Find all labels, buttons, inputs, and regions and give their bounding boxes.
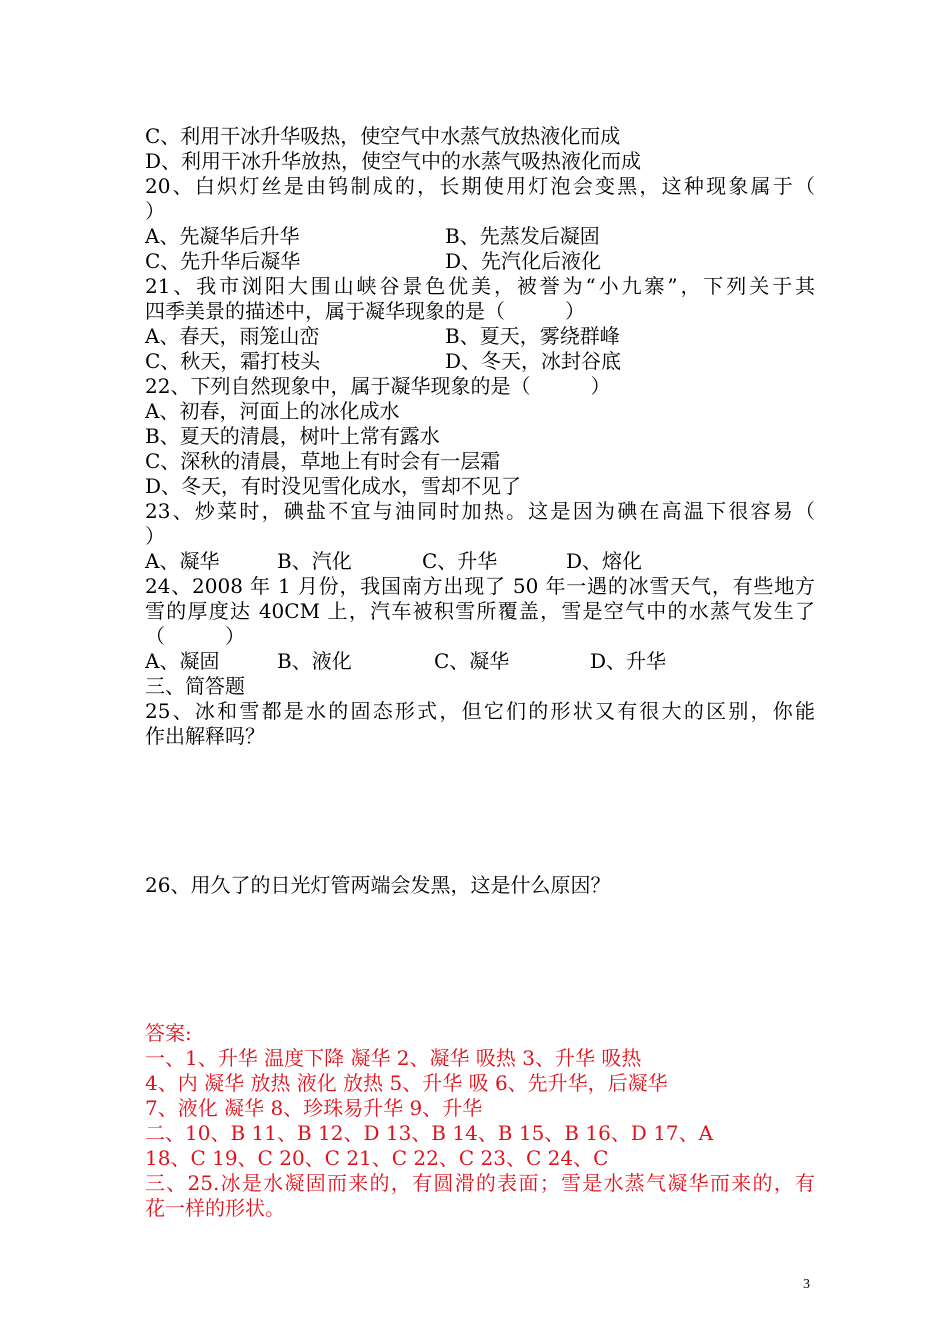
q20-option-c: C、先升华后凝华 — [145, 249, 301, 273]
q20-option-d: D、先汽化后液化 — [445, 249, 602, 273]
answer-line-1: 一、1、升华 温度下降 凝华 2、凝华 吸热 3、升华 吸热 — [145, 1046, 642, 1070]
q24-option-c: C、凝华 — [434, 649, 510, 673]
q21-text-line2: 四季美景的描述中，属于凝华现象的是（ ） — [145, 299, 585, 323]
q21-option-a: A、春天，雨笼山峦 — [145, 324, 320, 348]
answer-line-3: 7、液化 凝华 8、珍珠易升华 9、升华 — [145, 1096, 483, 1120]
q24-option-d: D、升华 — [590, 649, 667, 673]
q20-text-line1: 20、白炽灯丝是由钨制成的，长期使用灯泡会变黑，这种现象属于（ — [145, 174, 815, 198]
answer-line-5: 18、C 19、C 20、C 21、C 22、C 23、C 24、C — [145, 1146, 609, 1170]
answer-line-6: 三、25.冰是水凝固而来的，有圆滑的表面；雪是水蒸气凝华而来的，有 — [145, 1171, 815, 1195]
q21-text-line1: 21、我市浏阳大围山峡谷景色优美，被誉为“小九寨”，下列关于其 — [145, 274, 815, 298]
page-number: 3 — [803, 1277, 810, 1292]
q24-option-a: A、凝固 — [145, 649, 220, 673]
q22-text: 22、下列自然现象中，属于凝华现象的是（ ） — [145, 374, 611, 398]
answer-line-4: 二、10、B 11、B 12、D 13、B 14、B 15、B 16、D 17、A — [145, 1121, 714, 1145]
q23-text-line1: 23、炒菜时，碘盐不宜与油同时加热。这是因为碘在高温下很容易（ — [145, 499, 815, 523]
q23-text-line2: ） — [145, 524, 165, 548]
q19-option-c: C、利用干冰升华吸热，使空气中水蒸气放热液化而成 — [145, 124, 621, 148]
q21-options-row1 — [145, 324, 815, 349]
answer-title: 答案: — [145, 1021, 192, 1045]
q23-option-d: D、熔化 — [566, 549, 643, 573]
q23-option-b: B、汽化 — [277, 549, 352, 573]
section-3-heading: 三、简答题 — [145, 674, 245, 698]
q24-text-line2: 雪的厚度达 40CM 上，汽车被积雪所覆盖，雪是空气中的水蒸气发生了 — [145, 599, 815, 623]
q22-option-a: A、初春，河面上的冰化成水 — [145, 399, 400, 423]
q20-option-a: A、先凝华后升华 — [145, 224, 300, 248]
answer-line-2: 4、内 凝华 放热 液化 放热 5、升华 吸 6、先升华，后凝华 — [145, 1071, 668, 1095]
q21-option-b: B、夏天，雾绕群峰 — [445, 324, 620, 348]
q25-text-line2: 作出解释吗？ — [145, 724, 265, 748]
q22-option-d: D、冬天，有时没见雪化成水，雪却不见了 — [145, 474, 522, 498]
q19-option-d: D、利用干冰升华放热，使空气中的水蒸气吸热液化而成 — [145, 149, 642, 173]
q24-option-b: B、液化 — [277, 649, 352, 673]
q26-text: 26、用久了的日光灯管两端会发黑，这是什么原因？ — [145, 873, 611, 897]
q24-text-line3: （ ） — [145, 624, 245, 648]
q24-text-line1: 24、2008 年 1 月份，我国南方出现了 50 年一遇的冰雪天气，有些地方 — [145, 574, 815, 598]
q21-options-row2 — [145, 349, 815, 374]
q20-options-row1 — [145, 224, 815, 249]
q25-text-line1: 25、冰和雪都是水的固态形式，但它们的形状又有很大的区别，你能 — [145, 699, 815, 723]
q22-option-b: B、夏天的清晨，树叶上常有露水 — [145, 424, 440, 448]
q20-option-b: B、先蒸发后凝固 — [445, 224, 600, 248]
q23-option-a: A、凝华 — [145, 549, 220, 573]
q23-option-c: C、升华 — [422, 549, 498, 573]
q20-text-line2: ） — [145, 199, 165, 223]
q21-option-d: D、冬天，冰封谷底 — [445, 349, 622, 373]
answer-line-7: 花一样的形状。 — [145, 1196, 285, 1220]
q22-option-c: C、深秋的清晨，草地上有时会有一层霜 — [145, 449, 501, 473]
q20-options-row2 — [145, 249, 815, 274]
q21-option-c: C、秋天，霜打枝头 — [145, 349, 321, 373]
